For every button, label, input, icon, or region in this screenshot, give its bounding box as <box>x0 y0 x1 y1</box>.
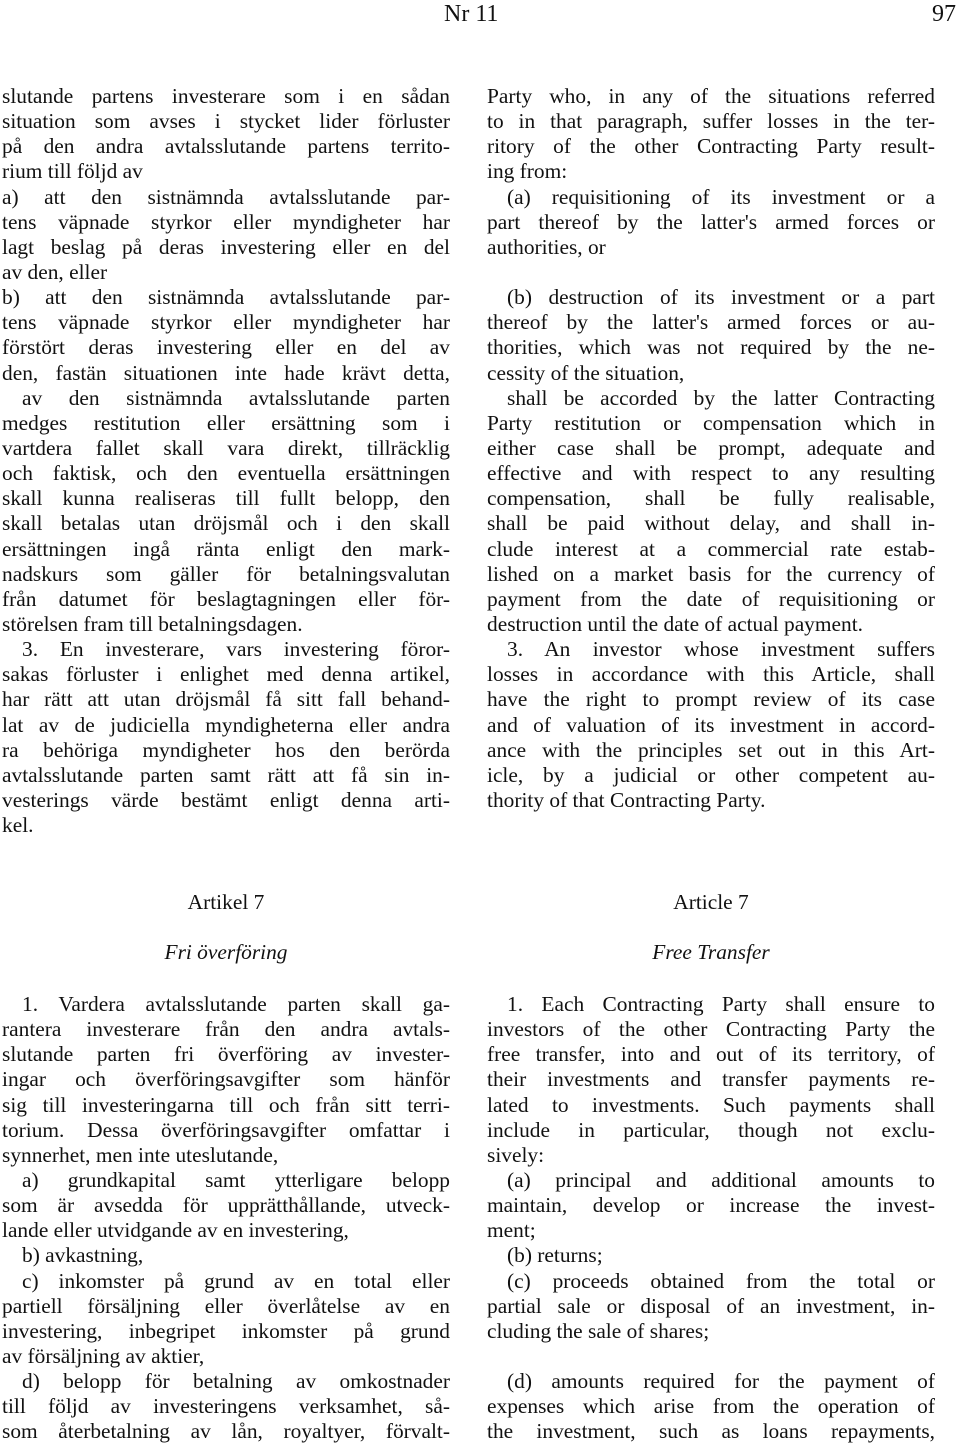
article-title-swedish: Fri överföring <box>164 940 288 964</box>
text-line: 1. Each Contracting Party shall ensure to <box>507 992 935 1016</box>
text-line: (d) amounts required for the payment of <box>507 1369 935 1394</box>
text-line: thority of that Contracting Party. <box>487 787 766 812</box>
blank-line <box>487 1344 935 1369</box>
text-line: av den sistnämnda avtalsslutande parten <box>22 385 450 410</box>
text-line: authorities, or <box>487 234 606 259</box>
article-number-swedish: Artikel 7 <box>187 890 265 914</box>
text-line: den, fastän situationen inte hade krävt detta, <box>2 360 450 385</box>
text-line: rantera investerare från den andra avtals- <box>2 1017 450 1042</box>
text-line: lat av de judiciella myndigheterna eller andra <box>2 712 450 737</box>
text-line: (a) principal and additional amounts to <box>507 1167 935 1192</box>
text-line: d) belopp för betalning av omkostnader <box>22 1369 450 1394</box>
page-header-issue: Nr 11 <box>444 1 499 27</box>
text-line: 3. An investor whose investment suffers <box>507 637 935 662</box>
text-line: störelsen fram till betalningsdagen. <box>2 611 303 636</box>
text-line: situation som avses i stycket lider förluster <box>2 109 450 134</box>
swedish-text-column-top <box>2 84 450 838</box>
text-line: cluding the sale of shares; <box>487 1318 710 1343</box>
text-line: lated to investments. Such payments shall <box>487 1092 935 1117</box>
text-line: Party who, in any of the situations referred <box>487 84 935 108</box>
text-line: ritory of the other Contracting Party result- <box>487 134 935 159</box>
text-line: (c) proceeds obtained from the total or <box>507 1268 935 1293</box>
text-line: c) inkomster på grund av en total eller <box>22 1268 450 1293</box>
text-line: ance with the principles set out in this Art- <box>487 737 935 762</box>
text-line: (b) returns; <box>507 1243 603 1268</box>
english-text-column-bottom <box>487 992 935 1445</box>
text-line: slutande parten fri överföring av invester- <box>2 1042 450 1067</box>
text-line: lagt beslag på deras investering eller en del <box>2 234 450 259</box>
text-line: ment; <box>487 1218 536 1243</box>
text-line: lande eller utvidgande av en investering, <box>2 1218 349 1243</box>
text-line: cessity of the situation, <box>487 360 685 385</box>
text-line: från datumet för beslagtagningen eller för- <box>2 586 450 611</box>
text-line: investering, inbegripet inkomster på grund <box>2 1318 450 1343</box>
text-line: either case shall be prompt, adequate and <box>487 435 935 460</box>
blank-line <box>487 260 935 285</box>
text-line: sig till investeringarna till och från sitt terri- <box>2 1092 450 1117</box>
text-line: 1. Vardera avtalsslutande parten skall ga- <box>22 992 450 1016</box>
text-line: compensation, shall be fully realisable, <box>487 486 935 511</box>
text-line: the investment, such as loans repayments, <box>487 1419 935 1444</box>
text-line: rium till följd av <box>2 159 143 184</box>
text-line: ingar och överföringsavgifter som hänför <box>2 1067 450 1092</box>
text-line: vartdera fallet skall vara direkt, tillräcklig <box>2 435 450 460</box>
text-line: part thereof by the latter's armed forces or <box>487 209 935 234</box>
text-line: kel. <box>2 813 34 838</box>
text-line: synnerhet, men inte uteslutande, <box>2 1142 279 1167</box>
text-line: to in that paragraph, suffer losses in the ter- <box>487 109 935 134</box>
text-line: (a) requisitioning of its investment or a <box>507 184 935 209</box>
text-line: skall betalas utan dröjsmål och i den skall <box>2 511 450 536</box>
text-line: thereof by the latter's armed forces or au- <box>487 310 935 335</box>
text-line: thorities, which was not required by the ne- <box>487 335 935 360</box>
text-line: destruction until the date of actual payment. <box>487 611 863 636</box>
text-line: partial sale or disposal of an investment, in- <box>487 1293 935 1318</box>
text-line: a) att den sistnämnda avtalsslutande par- <box>2 184 450 209</box>
text-line: skall kunna realiseras till fullt belopp, den <box>2 486 450 511</box>
text-line: sakas förluster i enlighet med denna artikel, <box>2 662 450 687</box>
text-line: maintain, develop or increase the invest- <box>487 1193 935 1218</box>
text-line: av försäljning av aktier, <box>2 1343 205 1368</box>
text-line: investors of the other Contracting Party the <box>487 1017 935 1042</box>
text-line: Party restitution or compensation which in <box>487 410 935 435</box>
text-line: shall be accorded by the latter Contracting <box>507 385 935 410</box>
text-line: (b) destruction of its investment or a part <box>507 285 935 310</box>
text-line: clude interest at a commercial rate estab- <box>487 536 935 561</box>
text-line: slutande partens investerare som i en sådan <box>2 84 450 108</box>
text-line: nadskurs som gäller för betalningsvalutan <box>2 561 450 586</box>
text-line: b) avkastning, <box>22 1243 144 1268</box>
text-line: include in particular, though not exclu- <box>487 1117 935 1142</box>
text-line: medges restitution eller ersättning som i <box>2 410 450 435</box>
text-line: partiell försäljning eller överlåtelse av en <box>2 1293 450 1318</box>
text-line: payment from the date of requisitioning or <box>487 586 935 611</box>
text-line: have the right to prompt review of its case <box>487 687 935 712</box>
text-line: som återbetalning av lån, royaltyer, förvalt- <box>2 1419 450 1444</box>
text-line: 3. En investerare, vars investering föror- <box>22 637 450 662</box>
text-line: på den andra avtalsslutande partens territo- <box>2 134 450 159</box>
text-line: sively: <box>487 1142 545 1167</box>
text-line: shall be paid without delay, and shall in- <box>487 511 935 536</box>
page-number: 97 <box>932 1 956 27</box>
english-text-column-top <box>487 84 935 813</box>
text-line: tens väpnade styrkor eller myndigheter har <box>2 310 450 335</box>
text-line: torium. Dessa överföringsavgifter omfattar i <box>2 1117 450 1142</box>
text-line: a) grundkapital samt ytterligare belopp <box>22 1167 450 1192</box>
text-line: vesterings värde bestämt enligt denna arti- <box>2 787 450 812</box>
text-line: expenses which arise from the operation of <box>487 1394 935 1419</box>
text-line: av den, eller <box>2 259 108 284</box>
text-line: lished on a market basis for the currency of <box>487 561 935 586</box>
text-line: som är avsedda för upprätthållande, utveck- <box>2 1193 450 1218</box>
article-number-english: Article 7 <box>673 890 749 914</box>
text-line: b) att den sistnämnda avtalsslutande par- <box>2 285 450 310</box>
text-line: förstört deras investering eller en del av <box>2 335 450 360</box>
text-line: effective and with respect to any resulting <box>487 461 935 486</box>
text-line: and of valuation of its investment in accord- <box>487 712 935 737</box>
text-line: och faktisk, och den eventuella ersättningen <box>2 461 450 486</box>
text-line: icle, by a judicial or other competent au- <box>487 762 935 787</box>
text-line: till följd av investeringens verksamhet, så- <box>2 1394 450 1419</box>
text-line: ra behöriga myndigheter hos den berörda <box>2 737 450 762</box>
text-line: tens väpnade styrkor eller myndigheter har <box>2 209 450 234</box>
swedish-text-column-bottom <box>2 992 450 1445</box>
text-line: ing from: <box>487 159 568 184</box>
article-title-english: Free Transfer <box>652 940 770 964</box>
text-line: avtalsslutande parten samt rätt att få sin in- <box>2 762 450 787</box>
text-line: their investments and transfer payments re- <box>487 1067 935 1092</box>
text-line: ersättningen ingå ränta enligt den mark- <box>2 536 450 561</box>
text-line: losses in accordance with this Article, shall <box>487 662 935 687</box>
text-line: free transfer, into and out of its territory, of <box>487 1042 935 1067</box>
text-line: har rätt att utan dröjsmål få sitt fall behand- <box>2 687 450 712</box>
